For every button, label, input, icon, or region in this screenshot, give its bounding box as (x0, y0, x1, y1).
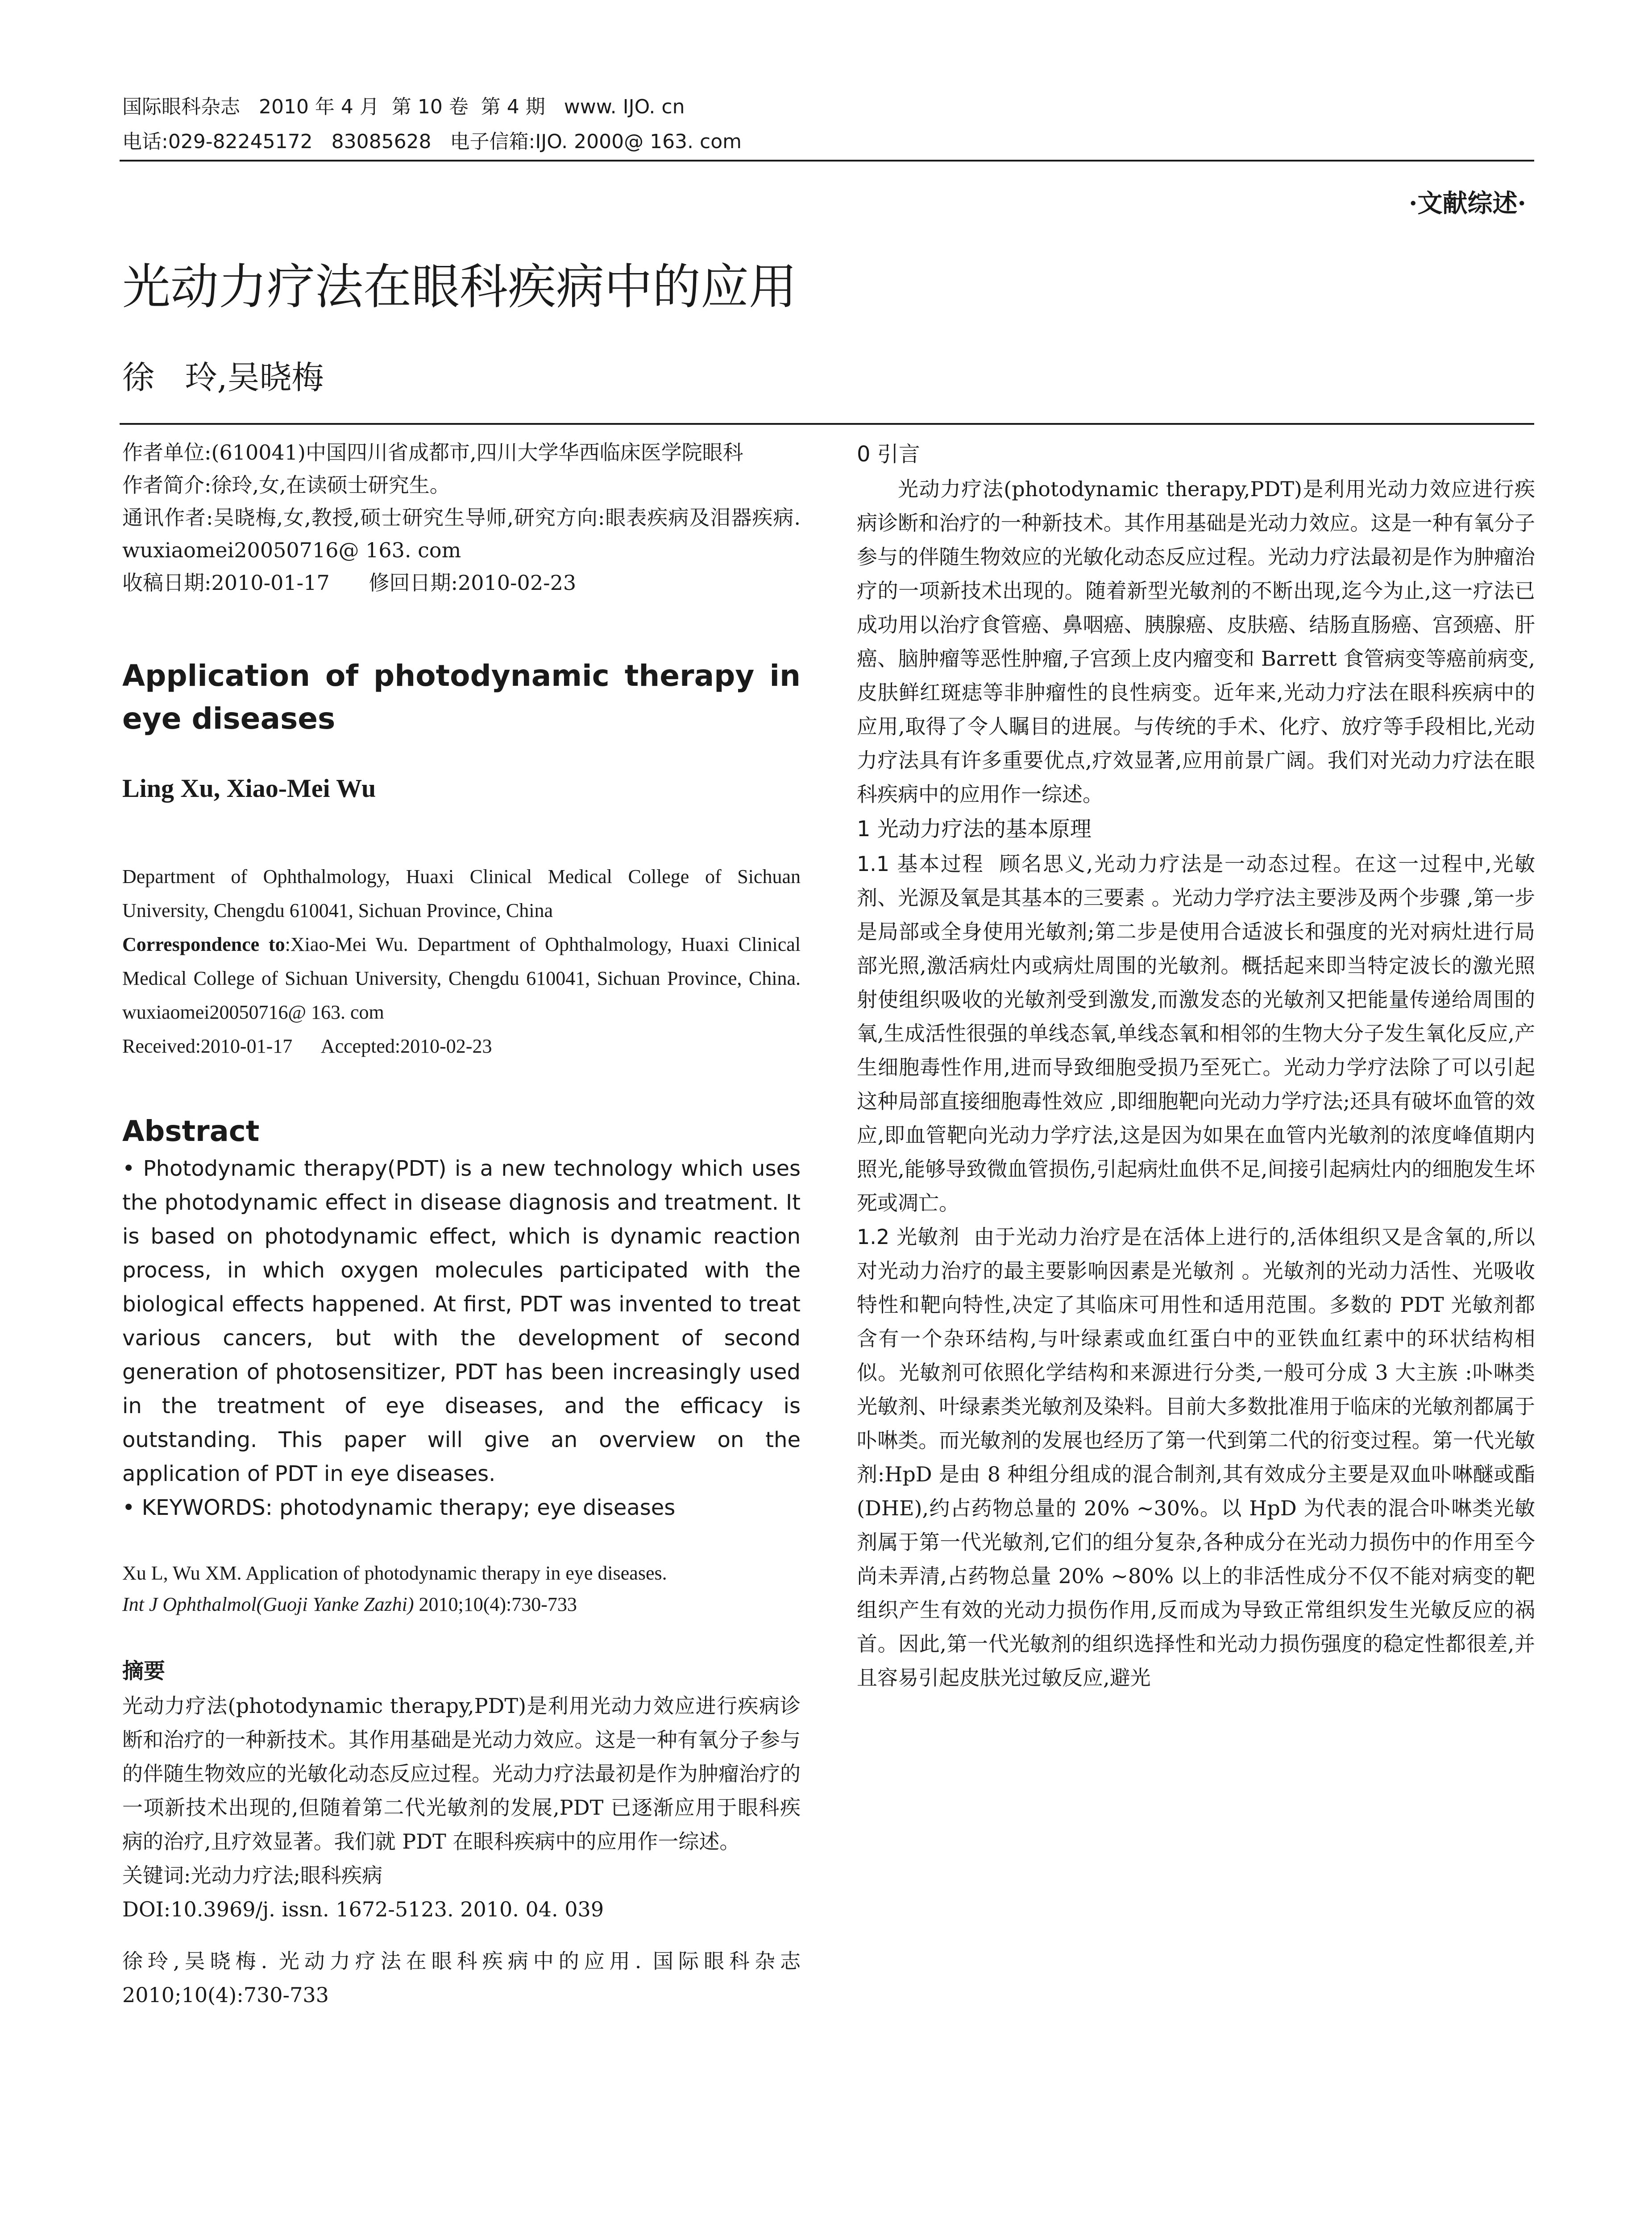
received-dates-cn: 收稿日期:2010-01-17 修回日期:2010-02-23 (122, 571, 577, 595)
right-column (857, 436, 1535, 1695)
left-column (122, 436, 801, 2012)
section-label: ·文献综述· (1409, 189, 1526, 218)
section-1-1-text: 顾名思义,光动力疗法是一动态过程。在这一过程中,光敏剂、光源及氧是其基本的三要素 。光动力学疗法主要涉及两个步骤 ,第一步是局部或全身使用光敏剂;第二步是使用合适波长和强度的光对病灶进行局部光照,激活病灶内或病灶周围的光敏剂。概括起来即当特定波长的激光照射使组织吸收的光敏剂受到激发,而激发态的光敏剂又把能量传递给周围的氧,生成活性很强的单线态氧,单线态氧和相邻的生物大分子发生氧化反应,产生细胞毒性作用,进而导致细胞受损乃至死亡。光动力学疗法除了可以引起这种局部直接细胞毒性效应 ,即细胞靶向光动力学疗法;还具有破坏血管的效应,即血管靶向光动力学疗法,这是因为如果在血管内光敏剂的浓度峰值期内照光,能够导致微血管损伤,引起病灶血供不足,间接引起病灶内的细胞发生坏死或凋亡。 (857, 852, 1535, 1215)
intro-paragraph: 光动力疗法(photodynamic therapy,PDT)是利用光动力效应进行疾病诊断和治疗的一种新技术。其作用基础是光动力效应。这是一种有氧分子参与的伴随生物效应的光敏化动态反应过程。光动力疗法最初是作为肿瘤治疗的一项新技术出现的。随着新型光敏剂的不断出现,迄今为止,这一疗法已成功用以治疗食管癌、鼻咽癌、胰腺癌、皮肤癌、结肠直肠癌、宫颈癌、肝癌、脑肿瘤等恶性肿瘤,子宫颈上皮内瘤变和 Barrett 食管病变等癌前病变,皮肤鲜红斑痣等非肿瘤性的良性病变。近年来,光动力疗法在眼科疾病中的应用,取得了令人瞩目的进展。与传统的手术、化疗、放疗等手段相比,光动力疗法具有许多重要优点,疗效显著,应用前景广阔。我们对光动力疗法在眼科疾病中的应用作一综述。 (857, 477, 1535, 806)
english-title: Application of photodynamic therapy in eye diseases (122, 659, 801, 736)
section-1-1-paragraph (857, 847, 1535, 1220)
section-1-2-text: 由于光动力治疗是在活体上进行的,活体组织又是含氧的,所以对光动力治疗的最主要影响因素是光敏剂 。光敏剂的光动力活性、光吸收特性和靶向特性,决定了其临床可用性和适用范围。多数的 PDT 光敏剂都含有一个杂环结构,与叶绿素或血红蛋白中的亚铁血红素中的环状结构相似。光敏剂可依照化学结构和来源进行分类,一般可分成 3 大主族 :卟啉类光敏剂、叶绿素类光敏剂及染料。目前大多数批准用于临床的光敏剂都属于卟啉类。而光敏剂的发展也经历了第一代到第二代的衍变过程。第一代光敏剂:HpD 是由 8 种组分组成的混合制剂,其有效成分主要是双血卟啉醚或酯(DHE),约占药物总量的 20% ~30%。以 HpD 为代表的混合卟啉类光敏剂属于第一代光敏剂,它们的组分复杂,各种成分在光动力损伤中的作用至今尚未弄清,占药物总量 20% ~80% 以上的非活性成分不仅不能对病变的靶组织产生有效的光动力损伤作用,反而成为导致正常组织发生光敏反应的祸首。因此,第一代光敏剂的组织选择性和光动力损伤强度的稳定性都很差,并且容易引起皮肤光过敏反应,避光 (857, 1225, 1535, 1690)
citation-en-line2 (122, 1589, 801, 1620)
article-title-cn: 光动力疗法在眼科疾病中的应用 (122, 259, 797, 315)
abstract-keywords: • KEYWORDS: photodynamic therapy; eye diseases (122, 1495, 676, 1520)
english-affiliation: Department of Ophthalmology, Huaxi Clinical Medical College of Sichuan University, Chengdu 610041, Sichuan Province, China (122, 866, 801, 921)
citation-journal: Int J Ophthalmol(Guoji Yanke Zazhi) (122, 1593, 414, 1615)
abstract-heading: Abstract (122, 1115, 260, 1148)
section-1-1-label: 1.1 基本过程 (857, 852, 984, 876)
author-unit: 作者单位:(610041)中国四川省成都市,四川大学华西临床医学院眼科 (122, 440, 743, 464)
article-authors-cn: 徐 玲,吴晓梅 (122, 359, 324, 396)
author-correspondence: 通讯作者:吴晓梅,女,教授,硕士研究生导师,研究方向:眼表疾病及泪器疾病. wuxiaomei20050716@ 163. com (122, 506, 801, 562)
zh-abstract-body: 光动力疗法(photodynamic therapy,PDT)是利用光动力效应进行疾病诊断和治疗的一种新技术。其作用基础是光动力效应。这是一种有氧分子参与的伴随生物效应的光敏化动态反应过程。光动力疗法最初是作为肿瘤治疗的一项新技术出现的,但随着第二代光敏剂的发展,PDT 已逐渐应用于眼科疾病的治疗,且疗效显著。我们就 PDT 在眼科疾病中的应用作一综述。 (122, 1694, 801, 1854)
citation-en-line1: Xu L, Wu XM. Application of photodynamic therapy in eye diseases. (122, 1562, 667, 1584)
correspondence-text: :Xiao-Mei Wu. Department of Ophthalmology, Huaxi Clinical Medical College of Sichuan University, Chengdu 610041, Sichuan Province, China. wuxiaomei20050716@ 163. com (122, 933, 801, 1023)
english-authors: Ling Xu, Xiao-Mei Wu (122, 774, 376, 803)
citation-volume: 2010;10(4):730-733 (414, 1593, 577, 1615)
english-correspondence (122, 928, 801, 1029)
author-bio: 作者简介:徐玲,女,在读硕士研究生。 (122, 473, 450, 497)
intro-heading: 0 引言 (857, 442, 920, 467)
zh-keywords: 关键词:光动力疗法;眼科疾病 (122, 1863, 382, 1887)
zh-citation: 徐玲,吴晓梅. 光动力疗法在眼科疾病中的应用. 国际眼科杂志 2010;10(4):730-733 (122, 1949, 801, 2007)
english-dates: Received:2010-01-17 Accepted:2010-02-23 (122, 1035, 492, 1057)
doi: DOI:10.3969/j. issn. 1672-5123. 2010. 04. 039 (122, 1897, 604, 1921)
title-rule (120, 423, 1534, 425)
abstract-body: • Photodynamic therapy(PDT) is a new technology which uses the photodynamic effect in disease diagnosis and treatment. It is based on photodynamic effect, which is dynamic reaction process, in which oxygen molecules participated with the biological effects happened. At first, PDT was invented to treat various cancers, but with the development of second generation of photosensitizer, PDT has been increasingly used in the treatment of eye diseases, and the efficacy is outstanding. This paper will give an overview on the application of PDT in eye diseases. (122, 1156, 801, 1486)
journal-contact-line: 电话:029-82245172 83085628 电子信箱:IJO. 2000@ 163. com (122, 130, 742, 153)
correspondence-label: Correspondence to (122, 933, 285, 955)
journal-header-line: 国际眼科杂志 2010 年 4 月 第 10 卷 第 4 期 www. IJO. cn (122, 95, 685, 118)
zh-abstract-heading: 摘要 (122, 1659, 166, 1684)
section-1-2-paragraph (857, 1220, 1535, 1695)
section-1-heading: 1 光动力疗法的基本原理 (857, 817, 1092, 842)
section-1-2-label: 1.2 光敏剂 (857, 1225, 960, 1249)
header-rule (120, 160, 1534, 162)
